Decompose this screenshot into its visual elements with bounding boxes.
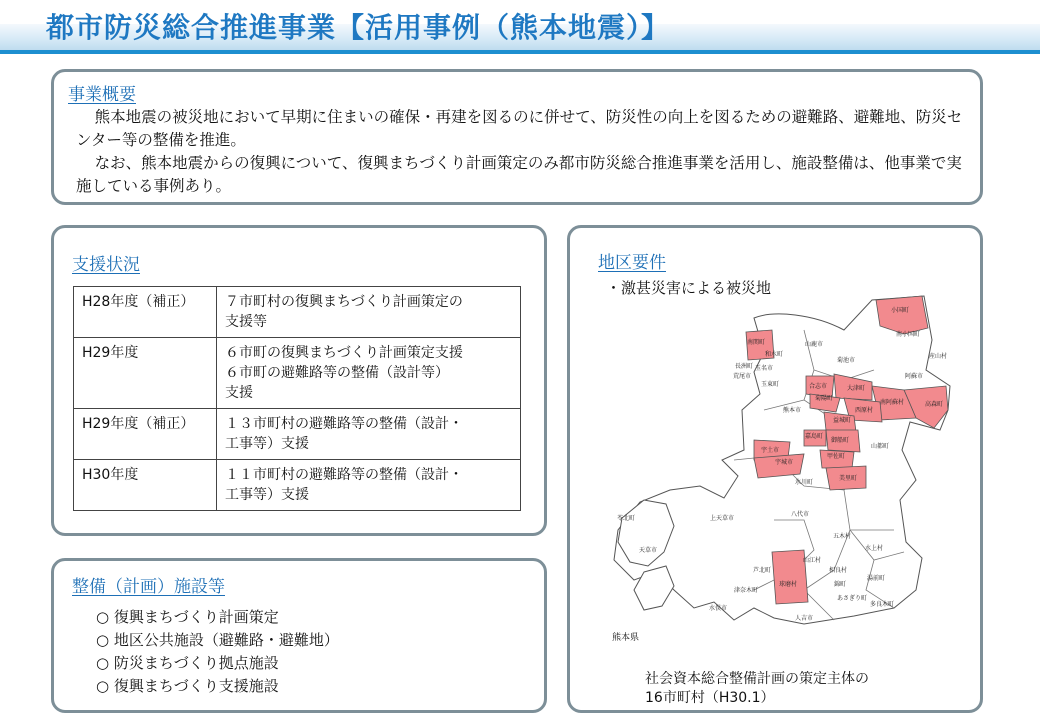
municipality-label: 玉名市 — [754, 365, 774, 372]
municipality-label: 上天草市 — [709, 515, 735, 522]
support-table — [73, 286, 521, 511]
municipality-label: 荒尾市 — [732, 373, 752, 380]
district-heading: 地区要件 — [598, 253, 666, 273]
municipality-label: 多良木町 — [869, 601, 895, 608]
municipality-label: 氷川町 — [794, 479, 814, 486]
title-underline — [0, 50, 1040, 54]
municipality-label: 宇城市 — [774, 459, 794, 466]
facility-list — [96, 606, 339, 698]
municipality-label: 人吉市 — [794, 615, 814, 622]
facility-item: ○ 復興まちづくり支援施設 — [96, 677, 279, 695]
municipality-label: 山都町 — [870, 443, 890, 450]
overview-text — [76, 106, 966, 198]
overview-paragraph-2: なお、熊本地震からの復興について、復興まちづくり計画策定のみ都市防災総合推進事業を活用し、施設整備は、他事業で実施している事例あり。 — [76, 154, 962, 195]
municipality-label: 高森町 — [924, 401, 944, 408]
support-detail-line: ６市町の復興まちづくり計画策定支援 — [225, 345, 463, 361]
facilities-heading: 整備（計画）施設等 — [72, 577, 225, 597]
municipality-label: 小国町 — [890, 307, 910, 314]
municipality-label: 八代市 — [790, 511, 810, 518]
support-detail-line: １３市町村の避難路等の整備（設計・ — [225, 416, 463, 432]
municipality-label: 南関町 — [746, 339, 766, 346]
municipality-label: 産山村 — [928, 353, 948, 360]
municipality-label: 山江村 — [802, 557, 822, 564]
support-detail — [217, 287, 521, 338]
municipality-label: 大津町 — [846, 385, 866, 392]
facility-item: ○ 防災まちづくり拠点施設 — [96, 654, 279, 672]
municipality-label: 嘉島町 — [804, 433, 824, 440]
municipality-label: 錦町 — [833, 581, 847, 588]
municipality-label: 相良村 — [828, 567, 848, 574]
municipality-label: 芦北町 — [752, 567, 772, 574]
municipality-label: 苓北町 — [616, 515, 636, 522]
support-year: H28年度（補正） — [74, 287, 217, 338]
support-year: H29年度（補正） — [74, 409, 217, 460]
municipality-label: 玉東町 — [760, 381, 780, 388]
municipality-label: 山鹿市 — [804, 341, 824, 348]
overview-paragraph-1: 熊本地震の被災地において早期に住まいの確保・再建を図るのに併せて、防災性の向上を図るための避難路、避難地、防災センター等の整備を推進。 — [76, 108, 963, 149]
municipality-label: 南阿蘇村 — [879, 399, 905, 406]
municipality-label: 宇土市 — [760, 447, 780, 454]
municipality-label: 天草市 — [638, 547, 658, 554]
municipality-label: 津奈木町 — [733, 587, 759, 594]
municipality-label: 水俣市 — [708, 605, 728, 612]
municipality-label: 和水町 — [764, 351, 784, 358]
support-detail-line: 工事等）支援 — [225, 436, 309, 452]
municipality-label: 美里町 — [838, 475, 858, 482]
municipality-label: 五木村 — [832, 533, 852, 540]
support-heading: 支援状況 — [72, 255, 140, 275]
support-year: H29年度 — [74, 338, 217, 409]
municipality-label: 菊陽町 — [814, 395, 834, 402]
page-title: 都市防災総合推進事業【活用事例（熊本地震）】 — [46, 11, 671, 44]
kumamoto-map — [604, 290, 974, 650]
highlighted-area — [754, 454, 804, 478]
municipality-label: 御船町 — [830, 437, 850, 444]
support-detail-line: ７市町村の復興まちづくり計画策定の — [225, 294, 463, 310]
municipality-label: 湯前町 — [866, 575, 886, 582]
municipality-label: 南小国町 — [895, 331, 921, 338]
district-requirement: ・激甚災害による被災地 — [606, 279, 772, 297]
support-detail-line: ６市町の避難路等の整備（設計等） — [225, 365, 449, 381]
support-row — [74, 460, 521, 511]
map-caption-line-1: 社会資本総合整備計画の策定主体の — [645, 671, 869, 687]
municipality-label: 長洲町 — [734, 363, 754, 370]
kumamoto-map-svg — [604, 290, 974, 650]
municipality-label: 阿蘇市 — [904, 373, 924, 380]
support-detail — [217, 460, 521, 511]
municipality-label: 合志市 — [808, 383, 828, 390]
support-row — [74, 287, 521, 338]
support-detail-line: 支援等 — [225, 314, 267, 330]
support-row — [74, 409, 521, 460]
municipality-label: 菊池市 — [836, 357, 856, 364]
facility-item: ○ 復興まちづくり計画策定 — [96, 608, 279, 626]
map-prefecture-label: 熊本県 — [612, 633, 640, 643]
overview-heading: 事業概要 — [68, 85, 136, 105]
municipality-label: 甲佐町 — [826, 453, 846, 460]
map-caption — [645, 670, 869, 708]
title-band — [0, 0, 1040, 58]
support-year: H30年度 — [74, 460, 217, 511]
municipality-label: あさぎり町 — [836, 595, 868, 602]
support-detail-line: 工事等）支援 — [225, 487, 309, 503]
support-detail-line: １１市町村の避難路等の整備（設計・ — [225, 467, 463, 483]
support-detail — [217, 338, 521, 409]
facility-item: ○ 地区公共施設（避難路・避難地） — [96, 631, 339, 649]
municipality-label: 西原村 — [854, 407, 874, 414]
map-caption-line-2: 16市町村（H30.1） — [645, 690, 775, 706]
support-detail — [217, 409, 521, 460]
support-row — [74, 338, 521, 409]
municipality-label: 水上村 — [864, 545, 884, 552]
municipality-label: 熊本市 — [782, 407, 802, 414]
municipality-label: 益城町 — [832, 417, 852, 424]
support-detail-line: 支援 — [225, 385, 253, 401]
municipality-label: 球磨村 — [778, 581, 798, 588]
